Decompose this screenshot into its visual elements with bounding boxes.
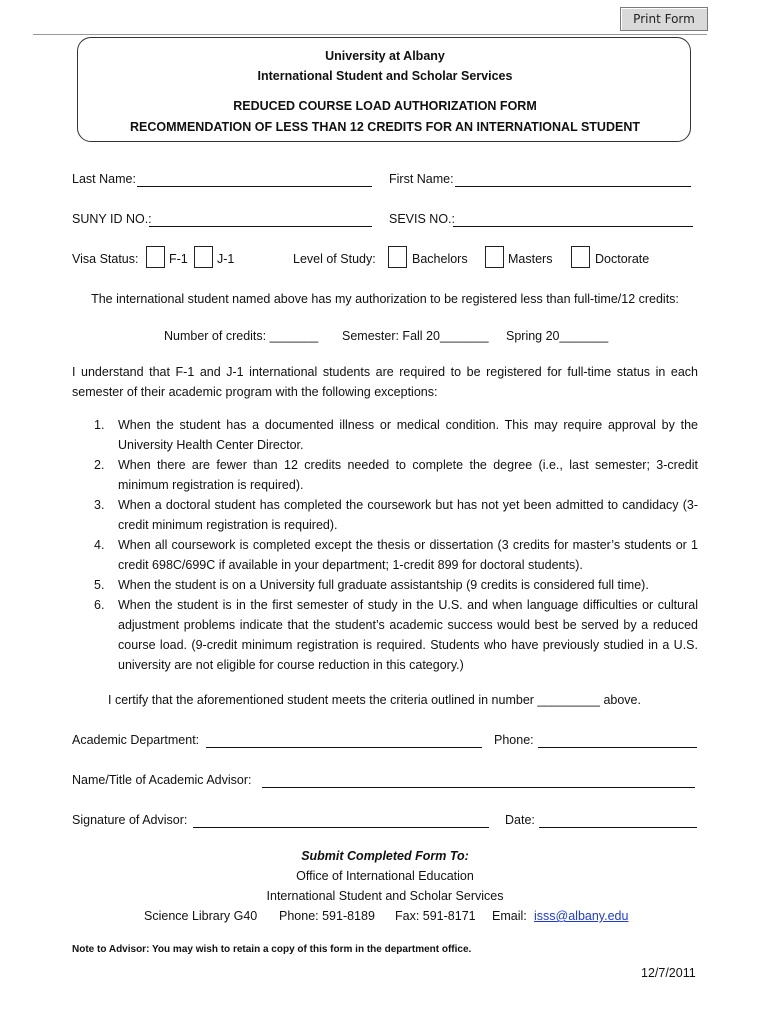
semester-spring: Spring 20_______ <box>506 329 609 343</box>
visa-j1-checkbox[interactable] <box>194 246 213 268</box>
exception-item: When there are fewer than 12 credits needed to complete the degree (i.e., last semester; 3-credit minimum registration is required). <box>118 458 698 492</box>
office-name: International Student and Scholar Services <box>257 69 513 83</box>
date-field[interactable] <box>539 813 697 828</box>
submit-email-label: Email: <box>492 909 527 923</box>
advisor-name-title-label: Name/Title of Academic Advisor: <box>72 773 252 787</box>
last-name-field[interactable] <box>137 172 372 187</box>
form-subtitle: RECOMMENDATION OF LESS THAN 12 CREDITS FOR AN INTERNATIONAL STUDENT <box>130 120 640 134</box>
top-divider <box>33 34 707 35</box>
submit-heading: Submit Completed Form To: <box>301 849 469 863</box>
number-of-credits: Number of credits: _______ <box>164 329 319 343</box>
advisor-name-title-field[interactable] <box>262 773 695 788</box>
semester-fall: Semester: Fall 20_______ <box>342 329 489 343</box>
academic-department-field[interactable] <box>206 733 482 748</box>
certify-statement: I certify that the aforementioned student meets the criteria outlined in number _________ above. <box>108 693 641 707</box>
bachelors-label: Bachelors <box>412 252 468 266</box>
first-name-label: First Name: <box>389 172 454 186</box>
advisor-signature-label: Signature of Advisor: <box>72 813 188 827</box>
exception-number: 6. <box>94 598 105 612</box>
exception-item: When a doctoral student has completed the coursework but has not yet been admitted to candidacy (3-credit minimum registration is required). <box>118 498 698 532</box>
submit-office-2: International Student and Scholar Services <box>266 889 504 903</box>
level-of-study-label: Level of Study: <box>293 252 376 266</box>
exception-number: 1. <box>94 418 105 432</box>
form-header-box <box>77 37 691 142</box>
exception-item: When the student is in the first semester of study in the U.S. and when language difficulties or cultural adjustment problems indicate that the student’s academic success would best be served by a reduced course load. (9-credit minimum registration is required. Students who have previously studied in a U.S. university are not eligible for course reduction in this category.) <box>118 598 698 672</box>
submit-phone: Phone: 591-8189 <box>279 909 375 923</box>
last-name-label: Last Name: <box>72 172 136 186</box>
phone-field[interactable] <box>538 733 697 748</box>
submit-email-link[interactable]: isss@albany.edu <box>534 909 629 923</box>
exception-item: When all coursework is completed except the thesis or dissertation (3 credits for master’s students or 1 credit 698C/699C if available in your department; 1-credit 899 for doctoral students). <box>118 538 698 572</box>
exception-item: When the student has a documented illness or medical condition. This may require approval by the University Health Center Director. <box>118 418 698 452</box>
understand-paragraph: I understand that F-1 and J-1 international students are required to be registered for full-time status in each semester of their academic program with the following exceptions: <box>72 365 698 399</box>
sevis-no-field[interactable] <box>453 212 693 227</box>
masters-checkbox[interactable] <box>485 246 504 268</box>
phone-label: Phone: <box>494 733 534 747</box>
advisor-note: Note to Advisor: You may wish to retain a copy of this form in the department office. <box>72 944 472 955</box>
academic-department-label: Academic Department: <box>72 733 200 747</box>
sevis-no-label: SEVIS NO.: <box>389 212 455 226</box>
visa-f1-checkbox[interactable] <box>146 246 165 268</box>
submit-location: Science Library G40 <box>144 909 258 923</box>
exception-number: 2. <box>94 458 105 472</box>
advisor-signature-field[interactable] <box>193 813 489 828</box>
revision-date: 12/7/2011 <box>641 966 696 980</box>
suny-id-label: SUNY ID NO.: <box>72 212 152 226</box>
exception-number: 5. <box>94 578 105 592</box>
bachelors-checkbox[interactable] <box>388 246 407 268</box>
exception-item: When the student is on a University full graduate assistantship (9 credits is considered full time). <box>118 578 649 592</box>
authorization-statement: The international student named above has my authorization to be registered less than full-time/12 credits: <box>91 292 679 306</box>
form-title: REDUCED COURSE LOAD AUTHORIZATION FORM <box>233 99 537 113</box>
print-form-button[interactable]: Print Form <box>620 7 708 31</box>
doctorate-label: Doctorate <box>595 252 650 266</box>
masters-label: Masters <box>508 252 553 266</box>
exception-number: 4. <box>94 538 105 552</box>
doctorate-checkbox[interactable] <box>571 246 590 268</box>
submit-fax: Fax: 591-8171 <box>395 909 476 923</box>
visa-j1-label: J-1 <box>217 252 235 266</box>
visa-f1-label: F-1 <box>169 252 188 266</box>
exception-number: 3. <box>94 498 105 512</box>
visa-status-label: Visa Status: <box>72 252 139 266</box>
submit-office-1: Office of International Education <box>296 869 474 883</box>
university-name: University at Albany <box>325 49 445 63</box>
first-name-field[interactable] <box>455 172 691 187</box>
suny-id-field[interactable] <box>149 212 372 227</box>
date-label: Date: <box>505 813 535 827</box>
